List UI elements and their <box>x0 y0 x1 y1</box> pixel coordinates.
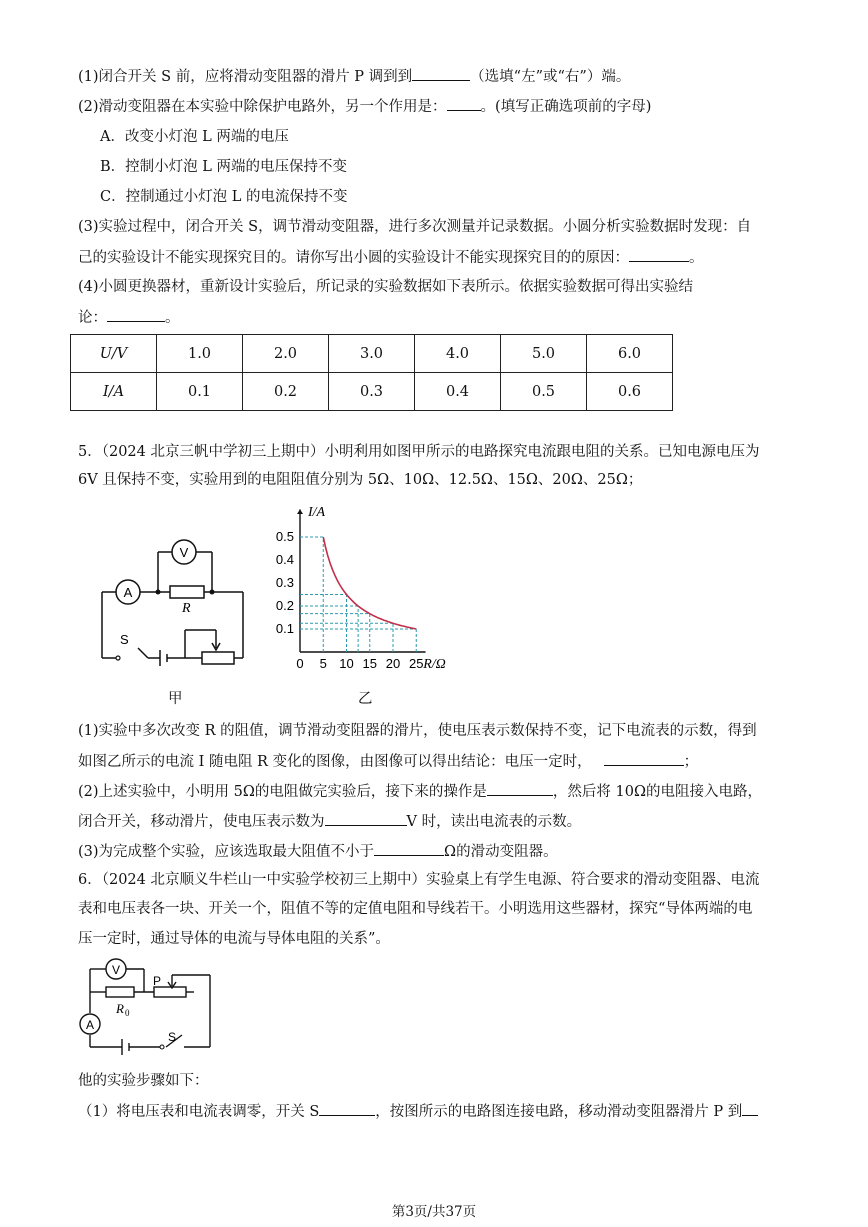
q6-stem-line3: 压一定时，通过导体的电流与导体电阻的关系”。 <box>78 931 390 947</box>
resistor-label: R <box>182 601 191 616</box>
table-cell: 0.1 <box>157 373 243 411</box>
q6-step1-mid: ，按图所示的电路图连接电路，移动滑动变阻器滑片 P 到 <box>375 1104 743 1120</box>
q4-part3-line2 <box>78 247 704 268</box>
q5-sub1-line1: (1)实验中多次改变 R 的阻值，调节滑动变阻器的滑片，使电压表示数保持不变，记下电流表的示数，得到 <box>78 723 757 739</box>
q5-sub1-text: 如图乙所示的电流 I 随电阻 R 变化的图像，由图像可以得出结论：电压一定时， <box>78 754 592 770</box>
table-header-i: I/A <box>71 373 157 411</box>
circuit-diagram-jia <box>90 530 260 670</box>
x-tick-label: 5 <box>319 656 327 671</box>
resistor-subscript: 0 <box>125 1008 130 1018</box>
voltmeter-label: V <box>179 545 189 560</box>
blank[interactable] <box>447 96 481 111</box>
table-cell: 0.2 <box>243 373 329 411</box>
ammeter-label: A <box>85 1018 95 1032</box>
q4-part2-tail: 。(填写正确选项前的字母) <box>480 99 652 115</box>
q4-part2 <box>78 96 651 117</box>
table-cell: 3.0 <box>329 335 415 373</box>
table-cell: 5.0 <box>501 335 587 373</box>
table-cell: 6.0 <box>587 335 673 373</box>
q5-sub3 <box>78 841 558 862</box>
q4-part1 <box>78 66 630 87</box>
x-axis-label: R/Ω <box>423 657 446 672</box>
q5-sub1-line2 <box>78 751 698 772</box>
table-cell: 0.3 <box>329 373 415 411</box>
q5-sub2b-tail: V 时，读出电流表的示数。 <box>406 814 582 830</box>
table-cell: 2.0 <box>243 335 329 373</box>
option-b: B．控制小灯泡 L 两端的电压保持不变 <box>100 159 348 175</box>
page-footer: 第3页/共37页 <box>391 1204 477 1220</box>
blank[interactable] <box>604 751 684 766</box>
figure-label-jia: 甲 <box>168 691 183 707</box>
q4-part3-tail: 。 <box>689 250 704 266</box>
blank[interactable] <box>487 781 553 796</box>
voltmeter-label: V <box>111 963 121 977</box>
y-tick-label: 0.5 <box>275 529 294 544</box>
q6-step1-text: （1）将电压表和电流表调零，开关 S <box>78 1104 320 1120</box>
blank[interactable] <box>319 1101 375 1116</box>
q5-sub3-tail: Ω的滑动变阻器。 <box>444 844 558 860</box>
y-tick-label: 0.4 <box>275 552 294 567</box>
table-cell: 0.6 <box>587 373 673 411</box>
q5-stem-line1: 5．（2024 北京三帆中学初三上期中）小明利用如图甲所示的电路探究电流跟电阻的关系。已知电源电压为 <box>78 444 760 460</box>
x-tick-label: 15 <box>362 656 377 671</box>
slider-label: P <box>153 974 162 988</box>
circuit-diagram-q6 <box>76 955 216 1055</box>
table-cell: 0.4 <box>415 373 501 411</box>
data-table <box>70 334 673 411</box>
q4-part4-text: 论： <box>78 310 107 326</box>
table-header-u: U/V <box>71 335 157 373</box>
q5-sub2-text: (2)上述实验中，小明用 5Ω的电阻做完实验后，接下来的操作是 <box>78 784 487 800</box>
q4-part4-line2 <box>78 307 180 328</box>
blank[interactable] <box>374 841 444 856</box>
x-tick-label: 25 <box>409 656 424 671</box>
switch-label: S <box>168 1030 177 1044</box>
table-cell: 4.0 <box>415 335 501 373</box>
q4-part3-text: 己的实验设计不能实现探究目的。请你写出小圆的实验设计不能实现探究目的的原因： <box>78 250 629 266</box>
q6-stem-line2: 表和电压表各一块、开关一个，阻值不等的定值电阻和导线若干。小明选用这些器材，探究“导体两端的电 <box>78 901 753 917</box>
x-tick-label: 0 <box>296 656 304 671</box>
blank[interactable] <box>107 307 165 322</box>
q6-step1 <box>78 1101 758 1122</box>
y-tick-label: 0.2 <box>275 598 294 613</box>
q5-sub2b-text: 闭合开关，移动滑片，使电压表示数为 <box>78 814 325 830</box>
blank[interactable] <box>629 247 689 262</box>
y-tick-label: 0.3 <box>275 575 294 590</box>
q6-steps-intro: 他的实验步骤如下： <box>78 1073 209 1089</box>
q5-stem-line2: 6V 且保持不变，实验用到的电阻阻值分别为 5Ω、10Ω、12.5Ω、15Ω、20Ω、25Ω； <box>78 472 643 488</box>
q5-sub1-tail: ； <box>683 754 699 770</box>
q5-sub2-tail: ，然后将 10Ω的电阻接入电路， <box>552 784 762 800</box>
table-row <box>71 335 673 373</box>
q4-part3-line1: (3)实验过程中，闭合开关 S，调节滑动变阻器，进行多次测量并记录数据。小圆分析实验数据时发现：自 <box>78 219 752 235</box>
q4-part4-line1: (4)小圆更换器材，重新设计实验后，所记录的实验数据如下表所示。依据实验数据可得出实验结 <box>78 279 694 295</box>
q4-part1-text: (1)闭合开关 S 前，应将滑动变阻器的滑片 P 调到到 <box>78 69 413 85</box>
q5-sub3-text: (3)为完成整个实验，应该选取最大阻值不小于 <box>78 844 375 860</box>
table-cell: 1.0 <box>157 335 243 373</box>
q6-stem-line1: 6．（2024 北京顺义牛栏山一中实验学校初三上期中）实验桌上有学生电源、符合要求的滑动变阻器、电流 <box>78 872 760 888</box>
y-tick-label: 0.1 <box>275 621 294 636</box>
x-tick-label: 20 <box>385 656 401 671</box>
ammeter-label: A <box>123 585 133 600</box>
option-c: C．控制通过小灯泡 L 的电流保持不变 <box>100 189 348 205</box>
q4-part2-text: (2)滑动变阻器在本实验中除保护电路外，另一个作用是： <box>78 99 447 115</box>
blank[interactable] <box>742 1101 758 1116</box>
y-axis-label: I/A <box>308 505 326 520</box>
table-cell: 0.5 <box>501 373 587 411</box>
figure-label-yi: 乙 <box>358 691 373 707</box>
blank[interactable] <box>412 66 470 81</box>
y-axis-arrow <box>297 509 303 514</box>
blank[interactable] <box>325 811 407 826</box>
q5-sub2-line2 <box>78 811 581 832</box>
q5-sub2-line1 <box>78 781 762 802</box>
option-a: A．改变小灯泡 L 两端的电压 <box>100 129 289 145</box>
q4-part1-tail: （选填“左”或“右”）端。 <box>470 69 631 85</box>
x-tick-label: 10 <box>339 656 354 671</box>
q4-part4-tail: 。 <box>165 310 180 326</box>
resistor-label: R <box>116 1001 124 1016</box>
graph-yi <box>268 500 468 675</box>
switch-label: S <box>120 632 129 647</box>
table-row <box>71 373 673 411</box>
